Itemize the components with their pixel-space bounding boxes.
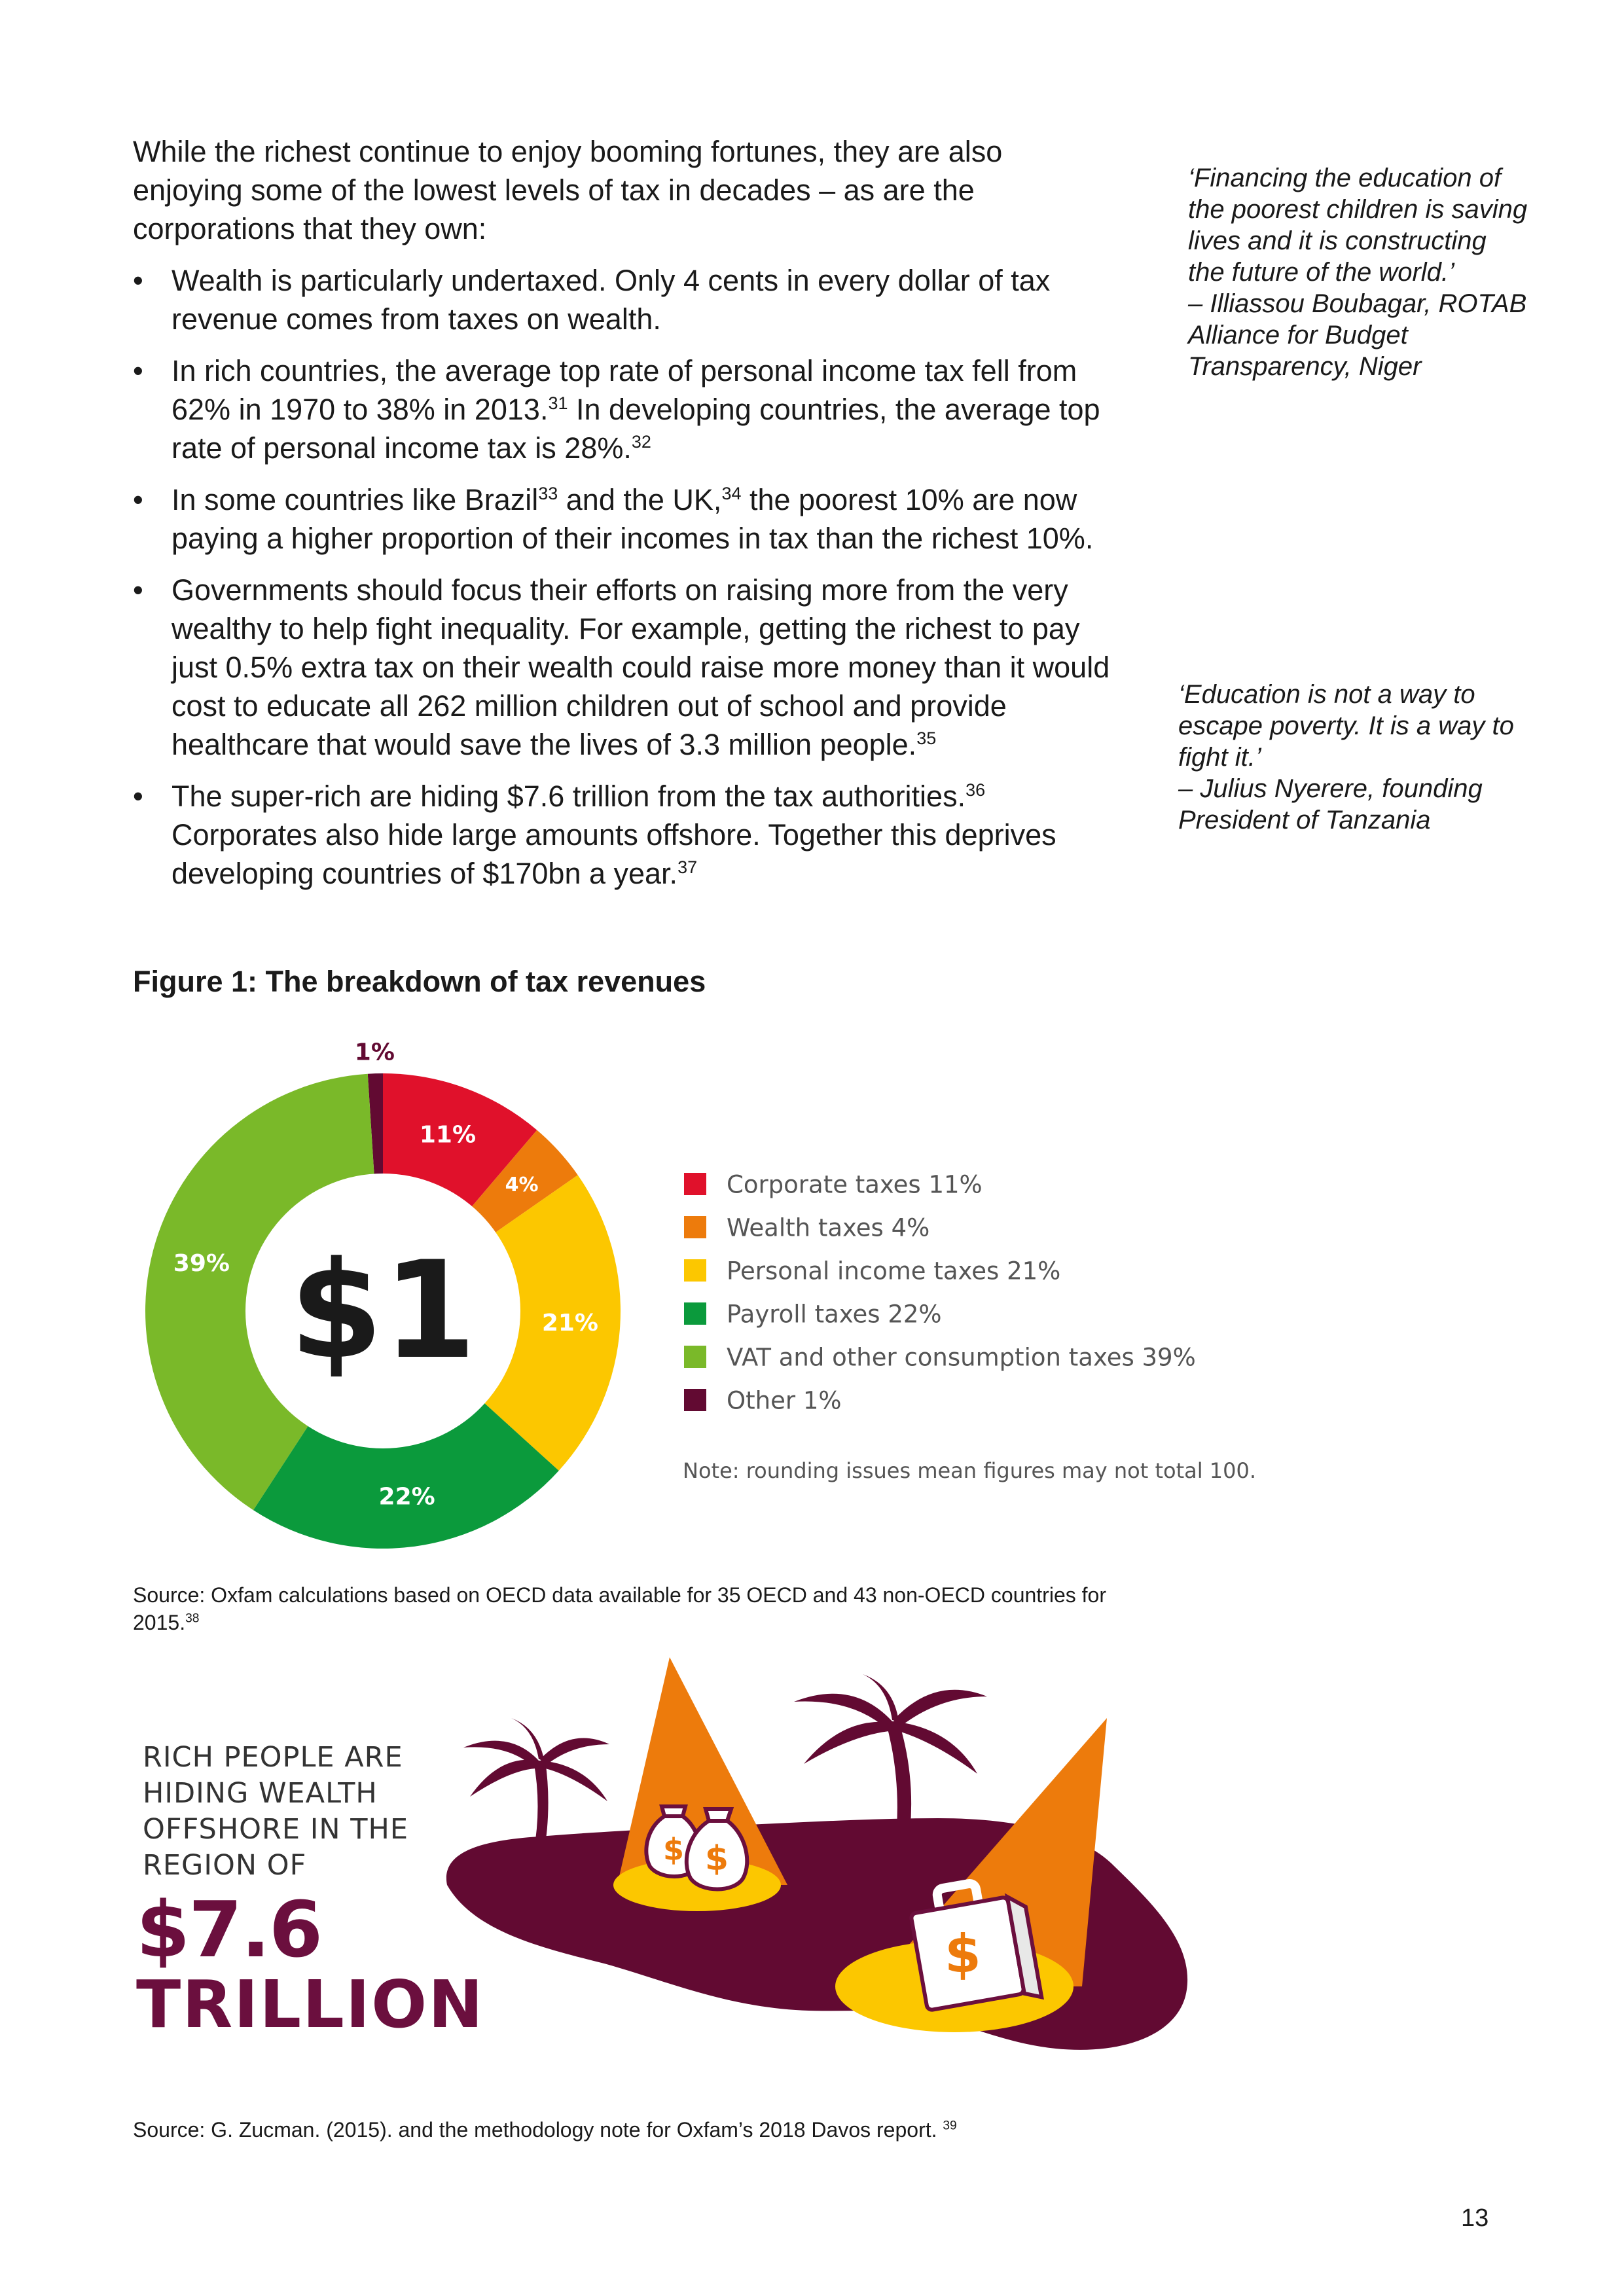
palm-tree-icon [794, 1674, 987, 1844]
legend-swatch [684, 1216, 706, 1238]
quote-author: – Illiassou Boubagar, ROTAB Alliance for Budget Transparency, Niger [1188, 289, 1527, 381]
slice-label: 11% [419, 1121, 477, 1149]
figure-title: Figure 1: The breakdown of tax revenues [133, 965, 706, 998]
slice-label: 22% [378, 1483, 435, 1511]
intro-paragraph: While the richest continue to enjoy booming fortunes, they are also enjoying some of the lowest levels of tax in decades – as are the corporations that they own: [133, 135, 1003, 245]
slice-label: 21% [541, 1309, 598, 1336]
source-note [133, 2116, 1115, 2144]
legend-label: Other 1% [727, 1386, 842, 1415]
footnote-ref: 32 [631, 432, 651, 452]
dollar-sign-icon: $ [945, 1924, 981, 1984]
dollar-sign-icon: $ [704, 1839, 729, 1878]
legend-swatch [684, 1389, 706, 1411]
offshore-wealth-infographic [133, 1656, 1246, 2101]
footnote-ref: 33 [538, 484, 558, 503]
quote-text: ‘Financing the education of the poorest children is saving lives and it is constructing the future of the world.’ [1188, 164, 1528, 287]
slice-label: 1% [354, 1039, 395, 1066]
source-text: Source: Oxfam calculations based on OECD data available for 35 OECD and 43 non-OECD countries for 2015. [133, 1583, 1106, 1634]
footnote-ref: 31 [548, 393, 568, 413]
legend-label: Payroll taxes 22% [727, 1300, 942, 1329]
legend-label: VAT and other consumption taxes 39% [727, 1343, 1196, 1372]
dollar-sign-icon: $ [662, 1832, 685, 1867]
footnote-ref: 35 [916, 728, 937, 748]
chart-legend [684, 1171, 1196, 1415]
page-number: 13 [1461, 2204, 1489, 2232]
bullet-text: Governments should focus their efforts on raising more from the very wealthy to help fight inequality. For example, getting the richest to pay just 0.5% extra tax on their wealth could raise more money than it would cost to educate all 262 million children out of school and provide healthcare that would save the lives of 3.3 million people. [171, 573, 1110, 761]
footnote-ref: 38 [185, 1611, 200, 1626]
center-label: $1 [289, 1233, 477, 1389]
slice-label: 4% [505, 1173, 539, 1196]
legend-label: Corporate taxes 11% [727, 1170, 983, 1199]
infographic-amount: $7.6 [136, 1884, 322, 1975]
bullet-text: In some countries like Brazil [171, 483, 539, 516]
quote-text: ‘Education is not a way to escape poverty. It is a way to fight it.’ [1178, 680, 1514, 772]
source-note [133, 1581, 1115, 1636]
legend-swatch [684, 1259, 706, 1282]
infographic-unit: TRILLION [136, 1966, 484, 2043]
chart-note: Note: rounding issues mean figures may not total 100. [683, 1458, 1257, 1483]
legend-swatch [684, 1346, 706, 1368]
slice-label: 39% [173, 1249, 230, 1277]
footnote-ref: 39 [943, 2119, 957, 2133]
bullet-text: and the UK, [558, 483, 722, 516]
quote-author: – Julius Nyerere, founding President of Tanzania [1178, 774, 1483, 834]
legend-label: Personal income taxes 21% [727, 1257, 1061, 1285]
bullet-text: In rich countries, the average top rate of personal income tax fell from 62% in 1970 to 38% in 2013. [171, 354, 1077, 426]
footnote-ref: 36 [965, 780, 986, 800]
source-text: Source: G. Zucman. (2015). and the methodology note for Oxfam’s 2018 Davos report. [133, 2118, 937, 2142]
legend-swatch [684, 1173, 706, 1195]
infographic-caption: RICH PEOPLE ARE HIDING WEALTH OFFSHORE IN THE REGION OF [143, 1741, 409, 1882]
footnote-ref: 37 [677, 857, 698, 877]
bullet-text: Corporates also hide large amounts offshore. Together this deprives developing countries of $170bn a year. [171, 818, 1056, 890]
bullet-text: the poorest 10% are now paying a higher proportion of their incomes in tax than the richest 10%. [171, 483, 1094, 555]
bullet-text: In developing countries, the average top rate of personal income tax is 28%. [171, 393, 1100, 465]
legend-swatch [684, 1302, 706, 1325]
legend-label: Wealth taxes 4% [727, 1213, 930, 1242]
bullet-text: Wealth is particularly undertaxed. Only 4 cents in every dollar of tax revenue comes from taxes on wealth. [171, 264, 1051, 336]
bullet-text: The super-rich are hiding $7.6 trillion from the tax authorities. [171, 780, 966, 813]
footnote-ref: 34 [721, 484, 742, 503]
